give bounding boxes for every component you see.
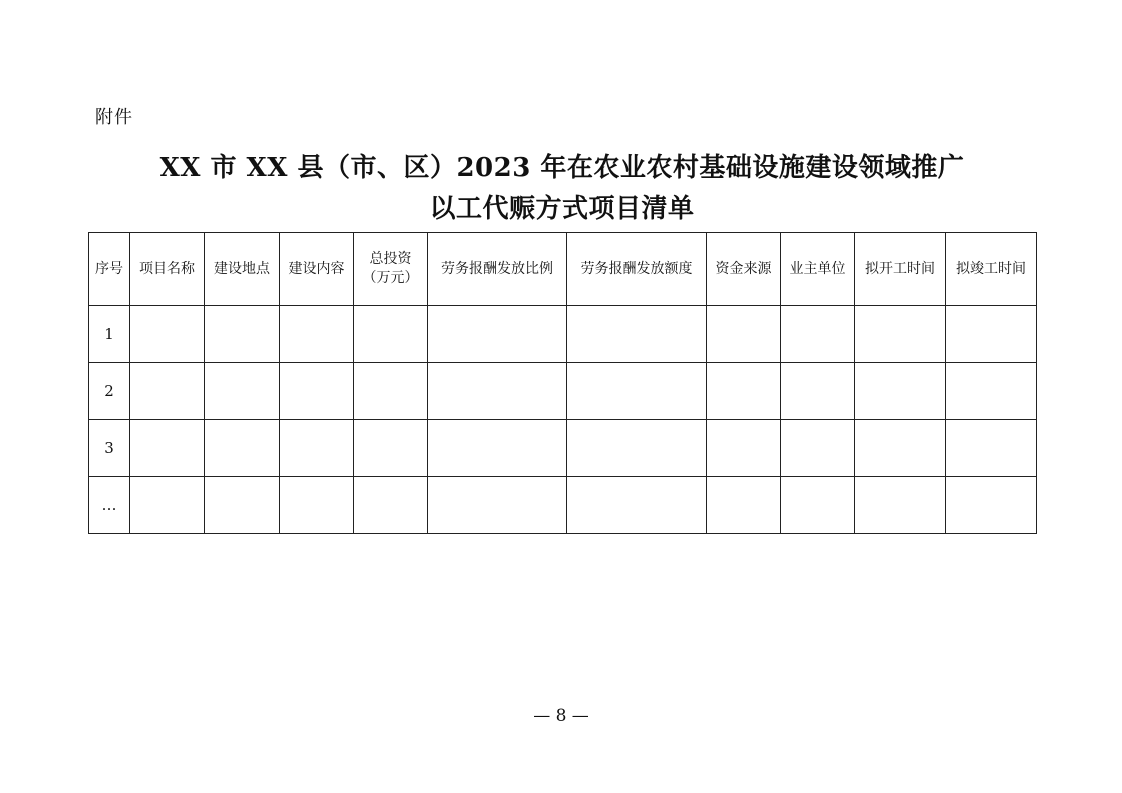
table-cell (946, 306, 1037, 363)
table-row (89, 306, 1037, 363)
table-cell (781, 477, 855, 534)
table-row (89, 420, 1037, 477)
table-cell (567, 306, 707, 363)
header-planned-start-time: 拟开工时间 (855, 233, 946, 306)
project-list-table (88, 232, 1037, 534)
table-cell (280, 420, 354, 477)
table-cell (707, 477, 781, 534)
table-cell (781, 306, 855, 363)
header-project-name: 项目名称 (130, 233, 205, 306)
table-cell (707, 306, 781, 363)
table-cell (855, 477, 946, 534)
table-cell-serial: 2 (89, 363, 130, 420)
table-row (89, 363, 1037, 420)
table-cell (855, 306, 946, 363)
page-number: — 8 — (533, 706, 589, 726)
header-serial-number: 序号 (89, 233, 130, 306)
table-cell (781, 420, 855, 477)
header-total-investment: 总投资 （万元） (354, 233, 428, 306)
table-cell (855, 420, 946, 477)
table-cell (707, 363, 781, 420)
table-cell (130, 363, 205, 420)
table-header-row (89, 233, 1037, 306)
table-cell (280, 477, 354, 534)
table-cell (428, 477, 567, 534)
header-funding-source: 资金来源 (707, 233, 781, 306)
table-cell-serial: … (89, 477, 130, 534)
table-cell (567, 363, 707, 420)
header-construction-content: 建设内容 (280, 233, 354, 306)
document-title-line-2: 以工代赈方式项目清单 (429, 194, 695, 224)
table-cell (946, 420, 1037, 477)
table-cell (130, 306, 205, 363)
table-cell (428, 306, 567, 363)
table-cell (354, 420, 428, 477)
header-owner-unit: 业主单位 (781, 233, 855, 306)
header-labor-pay-ratio: 劳务报酬发放比例 (428, 233, 567, 306)
table-cell-serial: 1 (89, 306, 130, 363)
table-cell (130, 420, 205, 477)
table-cell-serial: 3 (89, 420, 130, 477)
table-cell (354, 306, 428, 363)
table-cell (946, 477, 1037, 534)
table-cell (205, 363, 280, 420)
table-cell (280, 363, 354, 420)
table-cell (567, 420, 707, 477)
attachment-label: 附件 (95, 107, 133, 128)
table-cell (707, 420, 781, 477)
header-construction-location: 建设地点 (205, 233, 280, 306)
table-cell (205, 477, 280, 534)
header-planned-completion-time: 拟竣工时间 (946, 233, 1037, 306)
table-cell (130, 477, 205, 534)
table-cell (567, 477, 707, 534)
table-cell (205, 420, 280, 477)
table-cell (205, 306, 280, 363)
table-cell (946, 363, 1037, 420)
table-cell (428, 363, 567, 420)
table-cell (280, 306, 354, 363)
table-cell (855, 363, 946, 420)
table-cell (354, 363, 428, 420)
header-labor-pay-amount: 劳务报酬发放额度 (567, 233, 707, 306)
table-row (89, 477, 1037, 534)
table-cell (428, 420, 567, 477)
document-title-line-1: XX 市 XX 县（市、区）2023 年在农业农村基础设施建设领域推广 (159, 153, 965, 183)
table-cell (354, 477, 428, 534)
table-cell (781, 363, 855, 420)
